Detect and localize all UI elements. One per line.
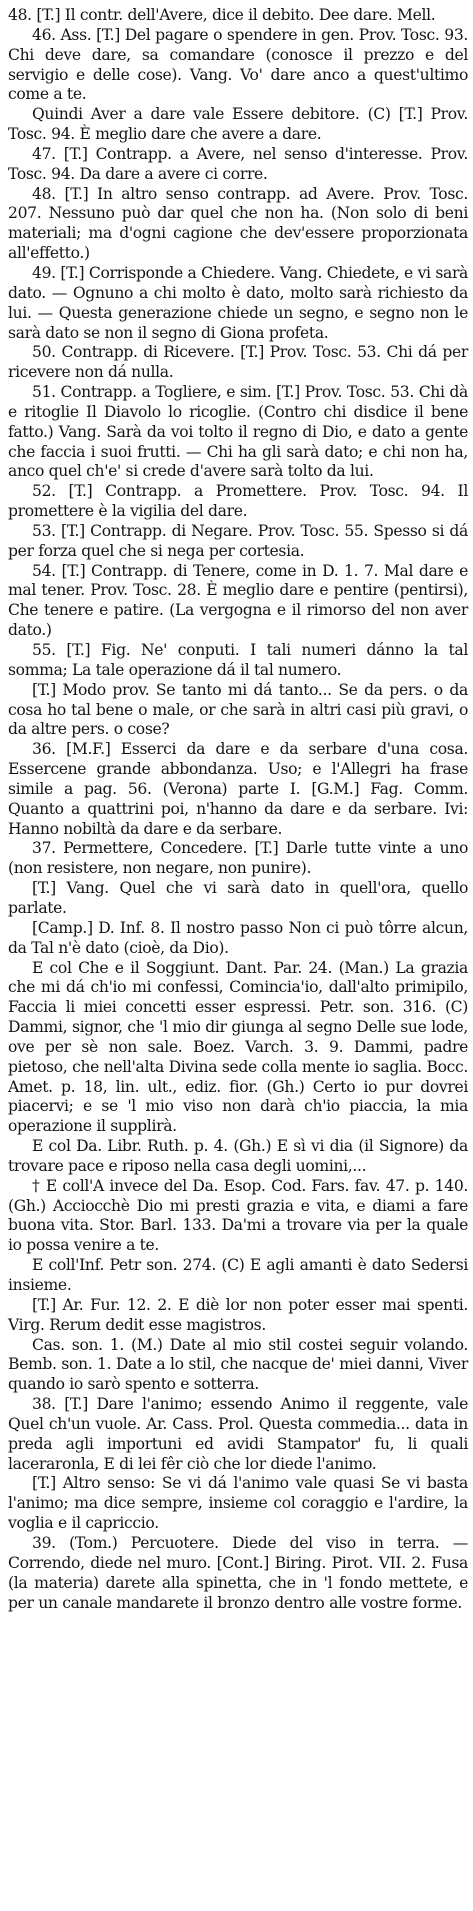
entry-37-vang: [T.] Vang. Quel che vi sarà dato in quell'ora, quello parlate. (8, 879, 468, 917)
entry-55: 55. [T.] Fig. Ne' conputi. I tali numeri dánno la tal somma; La tale operazione dá il tal numero. (8, 641, 468, 679)
entry-50: 50. Contrapp. di Ricevere. [T.] Prov. Tosc. 53. Chi dá per ricevere non dá nulla. (8, 343, 468, 382)
entry-51: 51. Contrapp. a Togliere, e sim. [T.] Prov. Tosc. 53. Chi dà e ritoglie Il Diavolo lo ricoglie. (Contro chi disdice il bene fatto.) Vang. Sarà da voi tolto il regno di Dio, e dato a gente che faccia i suoi frutti. — Chi ha gli sarà dato; e chi non ha, anco quel ch'e' si crede d'avere sarà tolto da lui. (8, 383, 468, 481)
entry-37-col-da: E col Da. Libr. Ruth. p. 4. (Gh.) E sì vi dia (il Signore) da trovare pace e riposo nella casa degli uomini,... (8, 1137, 468, 1175)
entry-47: 47. [T.] Contrapp. a Avere, nel senso d'interesse. Prov. Tosc. 94. Da dare a avere ci corre. (8, 144, 468, 183)
entry-46: 46. Ass. [T.] Del pagare o spendere in gen. Prov. Tosc. 93. Chi deve dare, sa comandare (conosce il prezzo e del servigio e delle cose). Vang. Vo' dare anco a quest'ultimo come a te. (8, 25, 468, 104)
entry-54: 54. [T.] Contrapp. di Tenere, come in D. 1. 7. Mal dare e mal tener. Prov. Tosc. 28. È meglio dare e pentire (pentirsi), Che tenere e patire. (La vergogna e il rimorso del non aver dato.) (8, 561, 468, 640)
entry-55-modo-prov: [T.] Modo prov. Se tanto mi dá tanto... Se da pers. o da cosa ho tal bene o male, or che sarà in altri casi più gravi, o da altre pers. o cose? (8, 680, 468, 739)
entry-39: 39. (Tom.) Percuotere. Diede del viso in terra. — Correndo, diede nel muro. [Cont.] Biring. Pirot. VII. 2. Fusa (la materia) darete alla spinetta, che in 'l fondo mettete, e per un canale mandarete il bronzo dentro alle vostre forme. (8, 1533, 468, 1612)
entry-37-coll-a: † E coll'A invece del Da. Esop. Cod. Fars. fav. 47. p. 140. (Gh.) Acciocchè Dio mi presti grazia e vita, e diami a fare buona vita. Stor. Barl. 133. Da'mi a trovare via per la quale io possa venire a te. (8, 1176, 468, 1255)
entry-48-note: 48. [T.] Il contr. dell'Avere, dice il debito. Dee dare. Mell. (8, 6, 436, 24)
entry-38-altro-senso: [T.] Altro senso: Se vi dá l'animo vale quasi Se vi basta l'animo; ma dice sempre, insieme col coraggio e l'ardire, la voglia e il capriccio. (8, 1474, 468, 1533)
entry-53: 53. [T.] Contrapp. di Negare. Prov. Tosc. 55. Spesso si dá per forza quel che si nega per cortesia. (8, 521, 468, 560)
entry-37-coll-inf: E coll'Inf. Petr son. 274. (C) E agli amanti è dato Sedersi insieme. (8, 1256, 468, 1294)
entry-38: 38. [T.] Dare l'animo; essendo Animo il reggente, vale Quel ch'un vuole. Ar. Cass. Prol. Questa commedia... data in preda agli importuni ed avidi Stampator' fu, li quali laceraronla, E di lei fêr ciò che lor diede l'animo. (8, 1395, 468, 1473)
entry-37-cas-son: Cas. son. 1. (M.) Date al mio stil costei seguir volando. Bemb. son. 1. Date a lo stil, che nacque de' miei danni, Viver quando io sarò spento e sotterra. (8, 1335, 468, 1394)
entry-37-camp: [Camp.] D. Inf. 8. Il nostro passo Non ci può tôrre alcun, da Tal n'è dato (cioè, da Dio). (8, 918, 468, 957)
entry-37-col-che: E col Che e il Soggiunt. Dant. Par. 24. (Man.) La grazia che mi dá ch'io mi confessi, Comincia'io, dall'alto primipilo, Faccia li miei concetti esser espressi. Petr. son. 316. (C) Dammi, signor, che 'l mio dir giunga al segno Delle sue lode, ove per sè non sale. Boez. Varch. 3. 9. Dammi, padre pietoso, che nell'alta Divina sede colla mente io saglia. Bocc. Amet. p. 18, lin. ult., ediz. fior. (Gh.) Certo io pur dovrei piacervi; e se 'l mio viso non darà ch'io piaccia, la mia operazione il supplirà. (8, 958, 468, 1136)
entry-37: 37. Permettere, Concedere. [T.] Darle tutte vinte a uno (non resistere, non negare, non punire). (8, 839, 468, 878)
entry-49: 49. [T.] Corrisponde a Chiedere. Vang. Chiedete, e vi sarà dato. — Ognuno a chi molto è dato, molto sarà richiesto da lui. — Questa generazione chiede un segno, e segno non le sarà dato se non il segno di Giona profeta. (8, 263, 468, 342)
entry-36: 36. [M.F.] Esserci da dare e da serbare d'una cosa. Essercene grande abbondanza. Uso; e l'Allegri ha frase simile a pag. 56. (Verona) parte I. [G.M.] Fag. Comm. Quanto a quattrini poi, n'hanno da dare e da serbare. Ivi: Hanno nobiltà da dare e da serbare. (8, 740, 468, 838)
entry-46-aver-a-dare: Quindi Aver a dare vale Essere debitore. (C) [T.] Prov. Tosc. 94. È meglio dare che avere a dare. (8, 105, 468, 144)
entry-52: 52. [T.] Contrapp. a Promettere. Prov. Tosc. 94. Il promettere è la vigilia del dare. (8, 482, 468, 521)
entry-48: 48. [T.] In altro senso contrapp. ad Avere. Prov. Tosc. 207. Nessuno può dar quel che non ha. (Non solo di beni materiali; ma d'ogni cagione che dev'essere proporzionata all'effetto.) (8, 184, 468, 263)
entry-37-ar-fur: [T.] Ar. Fur. 12. 2. E diè lor non poter esser mai spenti. Virg. Rerum dedit esse magistros. (8, 1295, 468, 1334)
